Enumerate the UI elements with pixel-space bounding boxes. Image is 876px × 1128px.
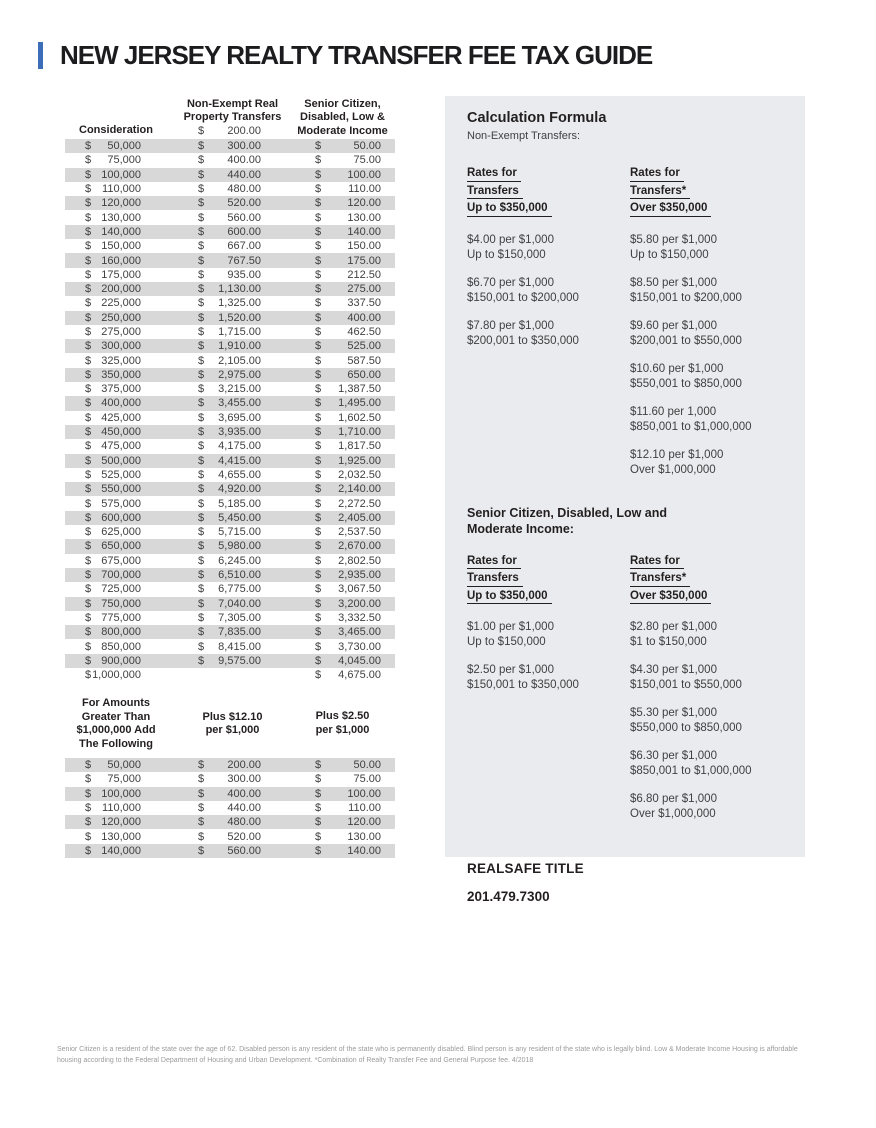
table-cell: $ 5,185.00 [198,497,261,510]
table-cell: $ 560.00 [198,844,261,857]
rate-range: $150,001 to $550,000 [630,679,742,691]
rates-header-upto: Rates for Transfers Up to $350,000 [467,165,630,218]
senior-section-heading: Senior Citizen, Disabled, Low and Moderate Income: [467,505,668,536]
table-row [65,539,395,553]
rate-per-thousand: $2.80 per $1,000 [630,621,717,633]
non-exempt-header: Non-Exempt Real Property Transfers $ 200.00 [183,97,282,138]
panel-title: Calculation Formula [467,110,607,126]
table-cell: $ 1,000,000 [85,669,141,682]
rate-per-thousand: $4.00 per $1,000 [467,233,554,246]
rate-entry [630,405,783,435]
rate-entry [630,233,783,263]
table-cell: $ 560.00 [198,211,261,224]
table-cell: $ 50.00 [315,140,381,153]
table-row [65,554,395,568]
table-cell: $ 935.00 [198,268,261,281]
senior-header: Senior Citizen, Disabled, Low & Moderate Income [297,97,388,137]
table-cell: $ 160,000 [85,254,141,267]
table-cell: $ 4,175.00 [198,440,261,453]
rate-per-thousand: $4.30 per $1,000 [630,664,717,676]
table-cell: $ 275,000 [85,326,141,338]
table-cell: $ 1,130.00 [198,283,261,296]
table-row [65,668,395,682]
table-cell: $ 200.00 [198,759,261,772]
table-cell: $ 3,332.50 [315,611,381,624]
table-cell: $ 3,455.00 [198,397,261,410]
table-cell: $ 2,802.50 [315,554,381,567]
table-cell: $ 1,602.50 [315,411,381,424]
rate-per-thousand: $7.80 per $1,000 [467,319,554,332]
table-cell: $ 250,000 [85,311,141,324]
rate-entry [630,749,783,779]
rate-range: $850,001 to $1,000,000 [630,765,752,777]
consideration-header: Consideration [79,123,153,136]
table-cell: $ 50,000 [85,140,141,153]
table-row [65,210,395,224]
table-cell: $ 2,032.50 [315,468,381,481]
table-row [65,396,395,410]
rate-range: $200,001 to $350,000 [467,334,579,347]
table-cell: $ 3,200.00 [315,597,381,610]
table-cell: $ 75.00 [315,154,381,167]
table-cell: $ 5,980.00 [198,540,261,553]
table-row [65,353,395,367]
table-cell: $ 675,000 [85,554,141,567]
table-cell: $ 75,000 [85,773,141,786]
rate-range: Over $1,000,000 [630,808,716,820]
table-cell: $ 150.00 [315,240,381,253]
table-cell: $ 130,000 [85,211,141,224]
table-cell: $ 120,000 [85,816,141,829]
table-cell: $ 2,140.00 [315,483,381,496]
non-exempt-rates-upto [467,165,630,491]
base-fee-value: $ 200.00 [198,125,261,138]
table-row [65,815,395,829]
table-cell: $ 110.00 [315,802,381,815]
table-cell: $ 2,405.00 [315,511,381,524]
table-row [65,425,395,439]
table-row [65,296,395,310]
rate-entry [630,448,783,478]
table-row [65,625,395,639]
table-cell: $ 110,000 [85,183,141,196]
table-cell: $ 337.50 [315,297,381,310]
rate-range: $200,001 to $550,000 [630,334,742,347]
panel-subtitle: Non-Exempt Transfers: [467,130,581,142]
table-cell: $ 575,000 [85,497,141,510]
addendum-senior-header: Plus $2.50 per $1,000 [315,710,370,736]
table-cell: $ 750,000 [85,597,141,610]
table-row [65,268,395,282]
table-cell: $ 300.00 [198,773,261,786]
table-row [65,758,395,772]
table-cell: $ 200,000 [85,283,141,296]
rate-entry [630,362,783,392]
table-cell: $ 800,000 [85,626,141,639]
table-row [65,829,395,843]
table-cell: $ 2,935.00 [315,569,381,582]
table-cell: $ 7,835.00 [198,626,261,639]
table-row [65,225,395,239]
table-cell: $ 4,045.00 [315,654,381,667]
table-cell: $ 140.00 [315,225,381,238]
table-cell: $ 475,000 [85,440,141,453]
table-row [65,439,395,453]
rate-range: $1 to $150,000 [630,636,707,648]
table-cell: $ 300,000 [85,340,141,353]
table-cell: $ 50,000 [85,759,141,772]
table-row [65,611,395,625]
table-row [65,582,395,596]
table-cell: $ 3,067.50 [315,583,381,596]
table-cell: $ 400.00 [315,311,381,324]
rate-entry [467,276,630,306]
table-cell: $ 140,000 [85,225,141,238]
table-cell: $ 1,520.00 [198,311,261,324]
table-cell: $ 100.00 [315,168,381,181]
table-cell: $ 2,537.50 [315,526,381,539]
table-row [65,282,395,296]
fee-table-rows [65,139,395,682]
table-row [65,339,395,353]
table-cell: $ 6,245.00 [198,554,261,567]
table-cell: $ 900,000 [85,654,141,667]
table-cell: $ 480.00 [198,816,261,829]
table-row [65,772,395,786]
table-row [65,468,395,482]
senior-rate-grid [467,553,783,836]
table-cell: $ 650.00 [315,368,381,381]
footnote-line: Senior Citizen is a resident of the state over the age of 62. Disabled person is any resident of the state who is permanently disabled. Blind person is any resident of the state who is legally blind. Low & Moderate Income Housing is affordable [57,1046,798,1053]
table-row [65,525,395,539]
non-exempt-rates-over [630,165,783,491]
table-row [65,654,395,668]
table-cell: $ 450,000 [85,426,141,439]
table-row [65,454,395,468]
table-cell: $ 150,000 [85,240,141,253]
rate-range: $150,001 to $350,000 [467,679,579,691]
table-cell: $ 100,000 [85,168,141,181]
table-row [65,801,395,815]
table-cell: $ 3,730.00 [315,640,381,653]
table-cell: $ 130.00 [315,211,381,224]
phone-number: 201.479.7300 [467,889,550,904]
table-cell: $ 100,000 [85,787,141,800]
rate-entry [630,706,783,736]
table-cell: $ 7,305.00 [198,611,261,624]
rate-range: Over $1,000,000 [630,463,716,476]
table-row [65,153,395,167]
table-cell: $ 50.00 [315,759,381,772]
table-cell: $ 120.00 [315,197,381,210]
table-cell: $ 700,000 [85,569,141,582]
table-cell: $ 1,495.00 [315,397,381,410]
table-cell: $ 8,415.00 [198,640,261,653]
table-cell: $ 75.00 [315,773,381,786]
rate-per-thousand: $6.30 per $1,000 [630,750,717,762]
table-cell: $ 625,000 [85,526,141,539]
table-cell: $ 767.50 [198,254,261,267]
table-cell: $ 175.00 [315,254,381,267]
table-cell: $ 5,715.00 [198,526,261,539]
table-row [65,639,395,653]
table-cell: $ 9,575.00 [198,654,261,667]
table-cell: $ 130,000 [85,830,141,843]
table-cell: $ 140.00 [315,844,381,857]
table-cell: $ 75,000 [85,154,141,167]
rate-per-thousand: $5.30 per $1,000 [630,707,717,719]
table-cell: $ 480.00 [198,183,261,196]
rate-per-thousand: $9.60 per $1,000 [630,319,717,332]
table-cell: $ 500,000 [85,454,141,467]
fee-table [65,94,395,682]
table-cell: $ 440.00 [198,168,261,181]
rate-per-thousand: $6.70 per $1,000 [467,276,554,289]
table-row [65,196,395,210]
table-cell: $ 525,000 [85,468,141,481]
rate-per-thousand: $6.80 per $1,000 [630,793,717,805]
rate-per-thousand: $10.60 per $1,000 [630,362,724,375]
table-cell: $ 3,465.00 [315,626,381,639]
table-row [65,382,395,396]
table-cell: $ 525.00 [315,340,381,353]
table-cell: $ 850,000 [85,640,141,653]
rate-per-thousand: $12.10 per $1,000 [630,448,724,461]
addendum-table-header [65,697,395,751]
table-cell: $ 440.00 [198,802,261,815]
table-cell: $ 375,000 [85,383,141,396]
rate-entry [630,276,783,306]
title-accent-bar [38,42,43,69]
table-cell: $ 3,935.00 [198,426,261,439]
table-cell: $ 130.00 [315,830,381,843]
rate-range: $850,001 to $1,000,000 [630,420,752,433]
table-cell: $ 2,670.00 [315,540,381,553]
table-row [65,787,395,801]
rate-per-thousand: $8.50 per $1,000 [630,276,717,289]
rate-per-thousand: $11.60 per 1,000 [630,405,717,418]
table-row [65,182,395,196]
table-cell: $ 425,000 [85,411,141,424]
rate-range: $550,000 to $850,000 [630,722,742,734]
table-cell: $ 462.50 [315,326,381,338]
table-cell: $ 3,215.00 [198,383,261,396]
rates-header-over: Rates for Transfers* Over $350,000 [630,165,783,218]
footnote-line: housing according to the Federal Department of Housing and Urban Development. *Combination of Realty Transfer Fee and General Purpose fee. 4/2018 [57,1057,534,1064]
addendum-table [65,697,395,858]
table-cell: $ 5,450.00 [198,511,261,524]
addendum-table-rows [65,758,395,858]
table-cell: $ 725,000 [85,583,141,596]
table-cell: $ 4,655.00 [198,468,261,481]
table-cell: $ 4,675.00 [315,669,381,682]
table-cell: $ 212.50 [315,268,381,281]
rate-range: $550,001 to $850,000 [630,377,742,390]
table-row [65,496,395,510]
rate-entry [467,620,630,650]
table-cell: $ 100.00 [315,787,381,800]
table-cell: $ 400.00 [198,154,261,167]
table-cell: $ 400.00 [198,787,261,800]
table-cell: $ 2,105.00 [198,354,261,367]
table-cell: $ 120.00 [315,816,381,829]
table-cell: $ 225,000 [85,297,141,310]
table-cell: $ 587.50 [315,354,381,367]
rate-per-thousand: $5.80 per $1,000 [630,233,717,246]
addendum-nonexempt-header: Plus $12.10 per $1,000 [202,710,263,736]
rate-entry [630,620,783,650]
table-row [65,311,395,325]
table-cell: $ 6,510.00 [198,569,261,582]
table-cell: $ 667.00 [198,240,261,253]
table-cell: $ 275.00 [315,283,381,296]
table-cell: $ 1,817.50 [315,440,381,453]
rate-range: $150,001 to $200,000 [630,291,742,304]
footnote [57,1044,798,1066]
table-cell: $ 1,710.00 [315,426,381,439]
rate-per-thousand: $2.50 per $1,000 [467,664,554,676]
rate-entry [467,233,630,263]
table-cell: $ 350,000 [85,368,141,381]
table-row [65,411,395,425]
table-cell: $ 400,000 [85,397,141,410]
rate-entry [467,663,630,693]
rate-range: $150,001 to $200,000 [467,291,579,304]
table-cell: $ 1,325.00 [198,297,261,310]
table-row [65,511,395,525]
table-cell: $ 110,000 [85,802,141,815]
table-row [65,568,395,582]
rates-header-upto: Rates for Transfers Up to $350,000 [467,553,630,606]
table-cell: $ 3,695.00 [198,411,261,424]
table-cell: $ 4,415.00 [198,454,261,467]
table-row [65,325,395,339]
senior-rates-upto [467,553,630,836]
table-cell: $ 120,000 [85,197,141,210]
table-cell: $ 110.00 [315,183,381,196]
page-title: NEW JERSEY REALTY TRANSFER FEE TAX GUIDE [60,40,653,70]
table-cell: $ 775,000 [85,611,141,624]
table-cell: $ 600.00 [198,225,261,238]
rate-range: Up to $150,000 [467,636,546,648]
addendum-amounts-header: For Amounts Greater Than $1,000,000 Add The Following [76,697,156,750]
rate-entry [467,319,630,349]
table-cell: $ 550,000 [85,483,141,496]
table-row [65,253,395,267]
rate-entry [630,319,783,349]
table-cell: $ 325,000 [85,354,141,367]
table-cell: $ 6,775.00 [198,583,261,596]
table-row [65,844,395,858]
non-exempt-rate-grid [467,165,783,491]
table-cell: $ 140,000 [85,844,141,857]
table-cell: $ 600,000 [85,511,141,524]
table-cell: $ 520.00 [198,197,261,210]
rate-range: Up to $150,000 [467,248,546,261]
table-row [65,239,395,253]
table-row [65,139,395,153]
rate-entry [630,792,783,822]
table-cell: $ 1,925.00 [315,454,381,467]
rate-per-thousand: $1.00 per $1,000 [467,621,554,633]
senior-rates-over [630,553,783,836]
table-cell: $ 1,910.00 [198,340,261,353]
table-row [65,168,395,182]
table-cell: $ 300.00 [198,140,261,153]
table-cell: $ 1,387.50 [315,383,381,396]
fee-table-header [65,94,395,139]
rates-header-over: Rates for Transfers* Over $350,000 [630,553,783,606]
table-cell: $ 650,000 [85,540,141,553]
table-row [65,482,395,496]
table-cell: $ 175,000 [85,268,141,281]
calculation-formula-panel [445,96,805,904]
rate-range: Up to $150,000 [630,248,709,261]
rate-entry [630,663,783,693]
table-row [65,368,395,382]
table-cell: $ 2,272.50 [315,497,381,510]
table-row [65,597,395,611]
table-cell: $ 2,975.00 [198,368,261,381]
table-cell: $ 520.00 [198,830,261,843]
table-cell: $ 4,920.00 [198,483,261,496]
table-cell: $ 1,715.00 [198,326,261,338]
table-cell: $ 7,040.00 [198,597,261,610]
brand-name: REALSAFE TITLE [467,861,584,876]
